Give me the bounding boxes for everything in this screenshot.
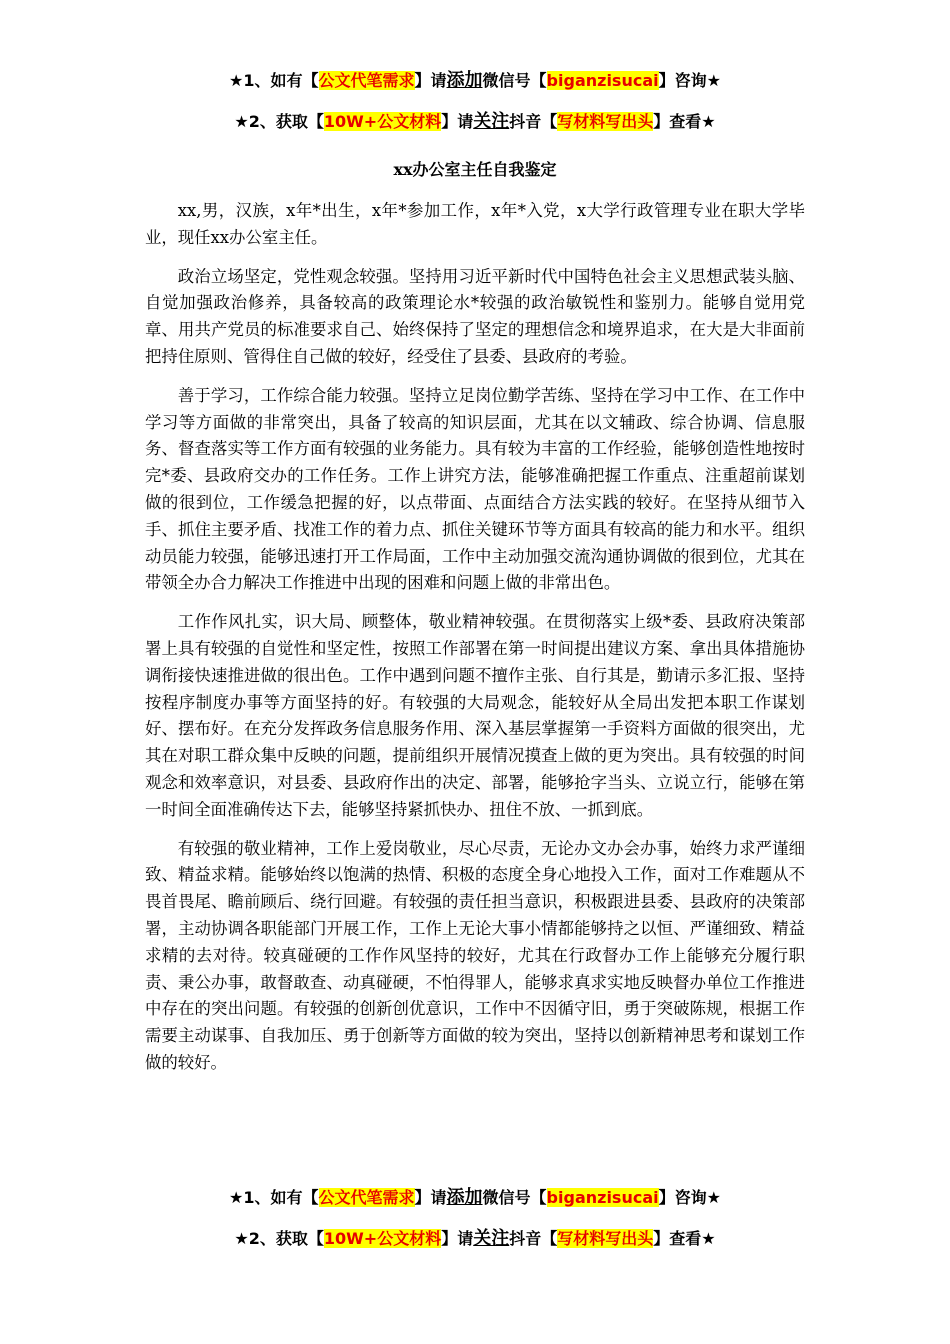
banner-text: 2、获取【 [248, 112, 324, 131]
highlight-douyin-account: 写材料写出头 [557, 112, 654, 131]
highlight-materials: 10W+公文材料 [323, 112, 442, 131]
banner-text: 微信号【 [482, 71, 547, 90]
highlight-materials: 10W+公文材料 [323, 1229, 442, 1248]
star-icon: ★ [229, 1188, 244, 1207]
paragraph-dedication: 有较强的敬业精神，工作上爱岗敬业，尽心尽责，无论办文办会办事，始终力求严谨细致、精益求精。能够始终以饱满的热情、积极的态度全身心地投入工作，面对工作难题从不畏首畏尾、瞻前顾后、绕行回避。有较强的责任担当意识，积极跟进县委、县政府的决策部署，主动协调各职能部门开展工作，工作上无论大事小情都能够持之以恒、严谨细致、精益求精的去对待。较真碰硬的工作作风坚持的较好，尤其在行政督办工作上能够充分履行职责、秉公办事，敢督敢查、动真碰硬，不怕得罪人，能够求真求实地反映督办单位工作推进中存在的突出问题。有较强的创新创优意识，工作中不因循守旧，勇于突破陈规，根据工作需要主动谋事、自我加压、勇于创新等方面做的较为突出，坚持以创新精神思考和谋划工作做的较好。 [145, 838, 805, 1072]
star-icon: ★ [234, 1229, 249, 1248]
document-title: xx办公室主任自我鉴定 [393, 160, 557, 179]
banner-text: 】请 [414, 1188, 447, 1207]
banner-text: 1、如有【 [243, 1188, 319, 1207]
banner-text: 】查看 [653, 1229, 702, 1248]
paragraph-political: 政治立场坚定，党性观念较强。坚持用习近平新时代中国特色社会主义思想武装头脑、自觉加强政治修养，具备较高的政策理论水*较强的政治敏锐性和鉴别力。能够自觉用党章、用共产党员的标准要求自己、始终保持了坚定的理想信念和境界追求，在大是大非面前把持住原则、管得住自己做的较好，经受住了县委、县政府的考验。 [145, 266, 805, 366]
banner-text: 】咨询 [658, 1188, 707, 1207]
underlined-word: 添加 [446, 1187, 483, 1208]
star-icon: ★ [229, 71, 244, 90]
banner-text: 抖音【 [509, 1229, 558, 1248]
star-icon: ★ [706, 71, 721, 90]
paragraph-work-style: 工作作风扎实，识大局、顾整体，敬业精神较强。在贯彻落实上级*委、县政府决策部署上具有较强的自觉性和坚定性，按照工作部署在第一时间提出建议方案、拿出具体措施协调衔接快速推进做的很出色。工作中遇到问题不擅作主张、自行其是，勤请示多汇报、坚持按程序制度办事等方面坚持的好。有较强的大局观念，能较好从全局出发把本职工作谋划好、摆布好。在充分发挥政务信息服务作用、深入基层掌握第一手资料方面做的很突出，尤其在对职工群众集中反映的问题，提前组织开展情况摸查上做的更为突出。具有较强的时间观念和效率意识，对县委、县政府作出的决定、部署，能够抢字当头、立说立行，能够在第一时间全面准确传达下去，能够坚持紧抓快办、扭住不放、一抓到底。 [145, 612, 805, 819]
highlight-douyin-account: 写材料写出头 [557, 1229, 654, 1248]
highlight-service: 公文代笔需求 [318, 1188, 415, 1207]
document-body [145, 198, 805, 1089]
banner-text: 】请 [414, 71, 447, 90]
banner-text: 】查看 [653, 112, 702, 131]
ad-banner-bottom-2 [0, 1228, 950, 1250]
paragraph-intro: xx,男，汉族，x年*出生，x年*参加工作，x年*入党，x大学行政管理专业在职大学毕业，现任xx办公室主任。 [145, 201, 805, 247]
underlined-word: 关注 [473, 1228, 510, 1249]
star-icon: ★ [234, 112, 249, 131]
ad-banner-top-2 [0, 111, 950, 133]
banner-text: 】请 [441, 1229, 474, 1248]
underlined-word: 添加 [446, 70, 483, 91]
banner-text: 抖音【 [509, 112, 558, 131]
ad-banner-bottom-1 [0, 1187, 950, 1209]
highlight-wechat-id: biganzisucai [546, 71, 659, 90]
highlight-wechat-id: biganzisucai [546, 1188, 659, 1207]
banner-text: 微信号【 [482, 1188, 547, 1207]
paragraph-learning: 善于学习，工作综合能力较强。坚持立足岗位勤学苦练、坚持在学习中工作、在工作中学习等方面做的非常突出，具备了较高的知识层面，尤其在以文辅政、综合协调、信息服务、督查落实等工作方面有较强的业务能力。具有较为丰富的工作经验，能够创造性地按时完*委、县政府交办的工作任务。工作上讲究方法，能够准确把握工作重点、注重超前谋划做的很到位，工作缓急把握的好，以点带面、点面结合方法实践的较好。在坚持从细节入手、抓住主要矛盾、找准工作的着力点、抓住关键环节等方面具有较高的能力和水平。组织动员能力较强，能够迅速打开工作局面，工作中主动加强交流沟通协调做的很到位，尤其在带领全办合力解决工作推进中出现的困难和问题上做的非常出色。 [145, 385, 805, 593]
banner-text: 】请 [441, 112, 474, 131]
banner-text: 】咨询 [658, 71, 707, 90]
star-icon: ★ [701, 1229, 716, 1248]
star-icon: ★ [706, 1188, 721, 1207]
underlined-word: 关注 [473, 111, 510, 132]
ad-banner-top-1 [0, 70, 950, 92]
star-icon: ★ [701, 112, 716, 131]
banner-text: 2、获取【 [248, 1229, 324, 1248]
banner-text: 1、如有【 [243, 71, 319, 90]
highlight-service: 公文代笔需求 [318, 71, 415, 90]
